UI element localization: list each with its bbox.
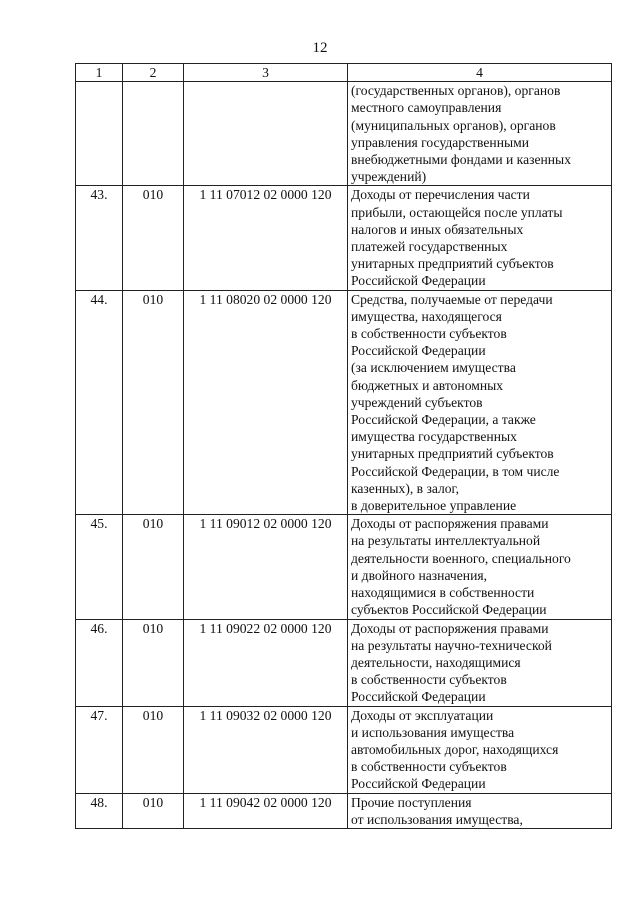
page-number: 12: [312, 40, 328, 56]
kbk-code-cell: 1 11 09042 02 0000 120: [184, 793, 348, 828]
table-row: [76, 82, 612, 186]
table-row: [76, 793, 612, 828]
admin-code-cell: 010: [123, 186, 184, 290]
description-line: в собственности субъектов: [351, 759, 507, 775]
description-cell: [348, 706, 612, 793]
admin-code-cell: 010: [123, 793, 184, 828]
description-line: (муниципальных органов), органов: [351, 117, 556, 133]
kbk-code-cell: 1 11 09022 02 0000 120: [184, 619, 348, 706]
description-line: прибыли, остающейся после уплаты: [351, 204, 563, 220]
description-line: (за исключением имущества: [351, 360, 516, 376]
description-line: местного самоуправления: [351, 100, 502, 116]
description-cell: [348, 82, 612, 186]
description-line: Российской Федерации, в том числе: [351, 463, 560, 479]
row-number-cell: 46.: [76, 619, 123, 706]
description-line: деятельности военного, специального: [351, 550, 571, 566]
description-line: Доходы от перечисления части: [351, 187, 530, 203]
description-line: и использования имущества: [351, 724, 515, 740]
description-line: субъектов Российской Федерации: [351, 602, 547, 618]
revenue-codes-table: [75, 63, 612, 829]
description-line: унитарных предприятий субъектов: [351, 256, 554, 272]
kbk-code-cell: 1 11 09012 02 0000 120: [184, 515, 348, 619]
description-line: Российской Федерации, а также: [351, 412, 536, 428]
table-row: [76, 290, 612, 515]
description-cell: [348, 515, 612, 619]
description-cell: [348, 290, 612, 515]
description-cell: [348, 793, 612, 828]
kbk-code-cell: 1 11 09032 02 0000 120: [184, 706, 348, 793]
header-col-3: 3: [184, 64, 348, 82]
description-line: Российской Федерации: [351, 776, 486, 792]
admin-code-cell: 010: [123, 619, 184, 706]
admin-code-cell: 010: [123, 290, 184, 515]
description-line: находящимися в собственности: [351, 585, 535, 601]
table-row: [76, 706, 612, 793]
description-cell: [348, 186, 612, 290]
description-line: и двойного назначения,: [351, 567, 488, 583]
description-line: в доверительное управление: [351, 498, 517, 514]
description-line: Российской Федерации: [351, 343, 486, 359]
kbk-code-cell: 1 11 08020 02 0000 120: [184, 290, 348, 515]
description-line: внебюджетными фондами и казенных: [351, 152, 571, 168]
table-header-row: [76, 64, 612, 82]
header-col-4: 4: [348, 64, 612, 82]
header-col-1: 1: [76, 64, 123, 82]
description-line: Средства, получаемые от передачи: [351, 291, 553, 307]
kbk-code-cell: [184, 82, 348, 186]
description-line: учреждений субъектов: [351, 394, 483, 410]
description-line: в собственности субъектов: [351, 326, 507, 342]
row-number-cell: 47.: [76, 706, 123, 793]
description-line: Российской Федерации: [351, 273, 486, 289]
table-row: [76, 515, 612, 619]
description-line: бюджетных и автономных: [351, 377, 504, 393]
description-line: имущества государственных: [351, 429, 517, 445]
description-line: Российской Федерации: [351, 689, 486, 705]
description-line: Доходы от распоряжения правами: [351, 620, 549, 636]
description-line: Доходы от эксплуатации: [351, 707, 494, 723]
description-line: Прочие поступления: [351, 794, 472, 810]
kbk-code-cell: 1 11 07012 02 0000 120: [184, 186, 348, 290]
admin-code-cell: [123, 82, 184, 186]
description-line: имущества, находящегося: [351, 308, 502, 324]
description-line: автомобильных дорог, находящихся: [351, 741, 559, 757]
table-row: [76, 186, 612, 290]
description-line: управления государственными: [351, 134, 529, 150]
admin-code-cell: 010: [123, 706, 184, 793]
description-line: от использования имущества,: [351, 811, 523, 827]
description-cell: [348, 619, 612, 706]
row-number-cell: 48.: [76, 793, 123, 828]
description-line: налогов и иных обязательных: [351, 221, 524, 237]
description-line: на результаты научно-технической: [351, 637, 552, 653]
description-line: унитарных предприятий субъектов: [351, 446, 554, 462]
description-line: учреждений): [351, 169, 427, 185]
description-line: платежей государственных: [351, 239, 508, 255]
row-number-cell: 45.: [76, 515, 123, 619]
header-col-2: 2: [123, 64, 184, 82]
description-line: деятельности, находящимися: [351, 654, 521, 670]
description-line: (государственных органов), органов: [351, 83, 561, 99]
description-line: казенных), в залог,: [351, 480, 459, 496]
description-line: в собственности субъектов: [351, 672, 507, 688]
admin-code-cell: 010: [123, 515, 184, 619]
row-number-cell: [76, 82, 123, 186]
row-number-cell: 44.: [76, 290, 123, 515]
row-number-cell: 43.: [76, 186, 123, 290]
description-line: на результаты интеллектуальной: [351, 533, 541, 549]
table-row: [76, 619, 612, 706]
description-line: Доходы от распоряжения правами: [351, 516, 549, 532]
